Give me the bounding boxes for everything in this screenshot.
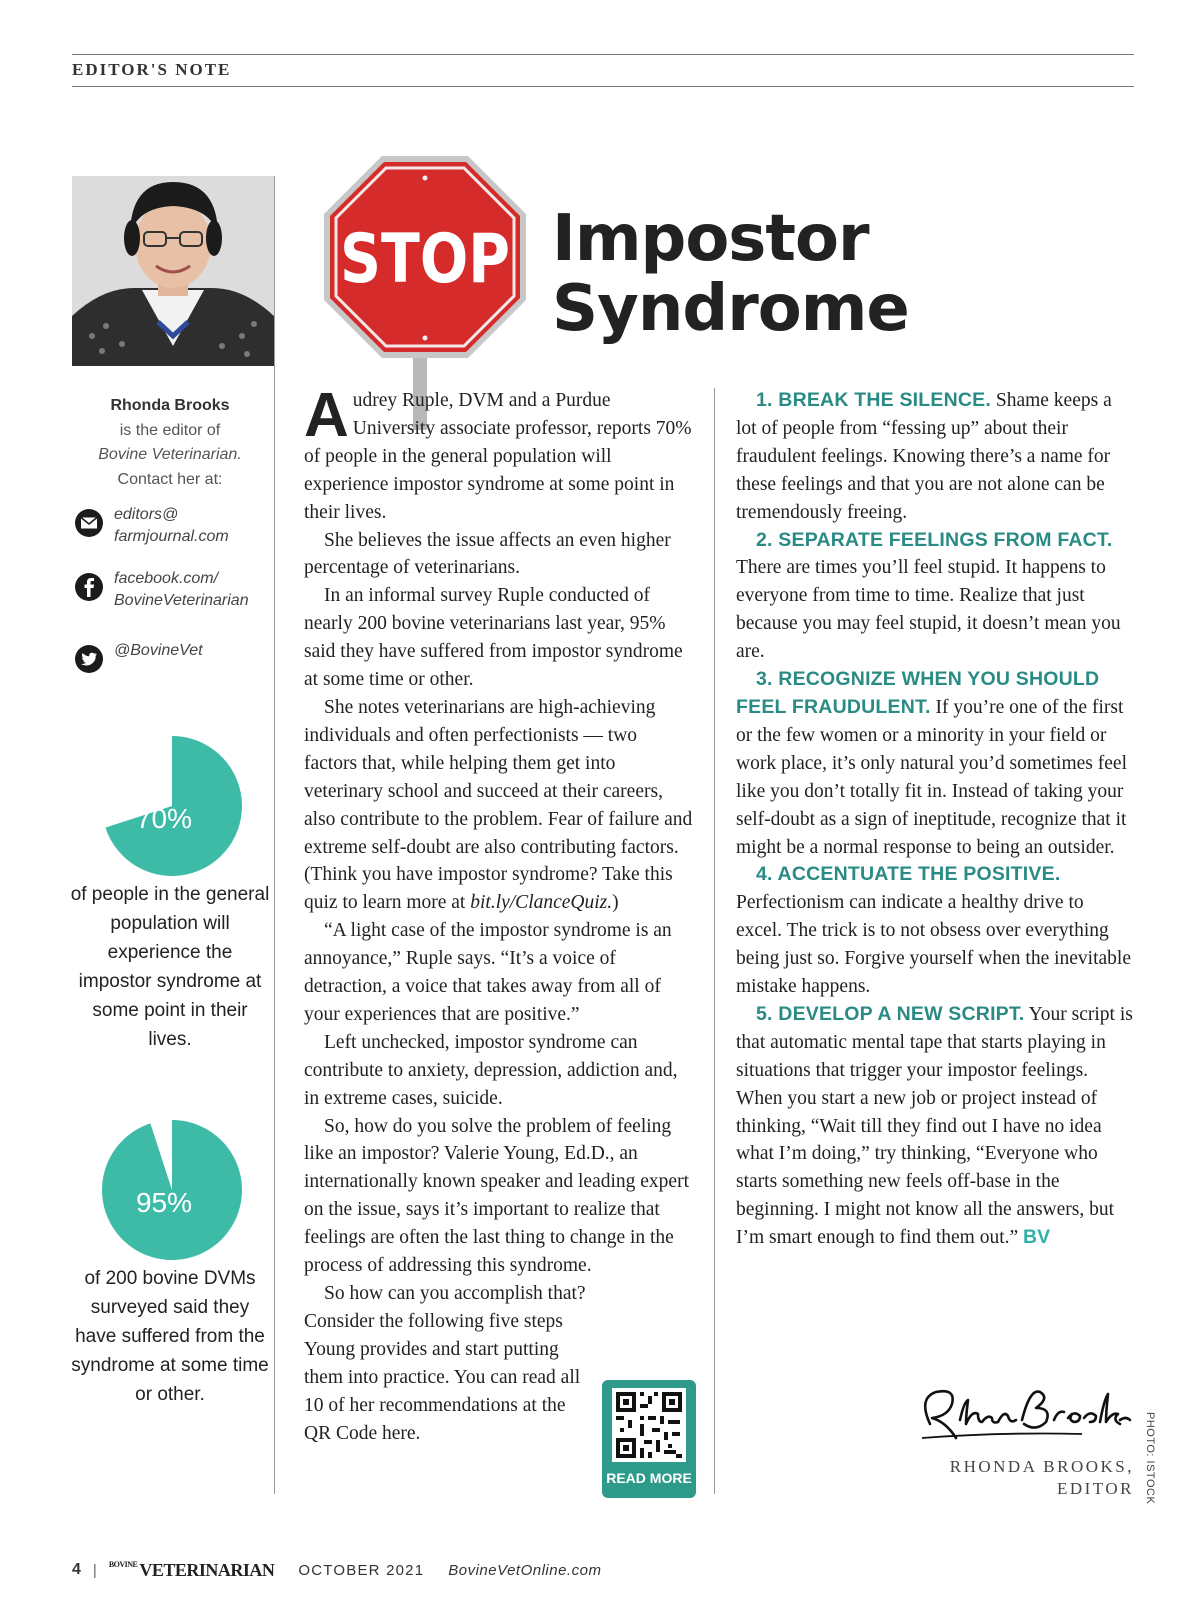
section-label: EDITOR'S NOTE <box>72 60 232 79</box>
step-2 <box>736 527 1134 667</box>
contact-prompt: Contact her at: <box>117 470 223 488</box>
paragraph-text: udrey Ruple, DVM and a Purdue University associate professor, reports 70% of people in the general population will experience impostor syndrome at some point in their lives. <box>304 390 692 523</box>
editor-bio <box>72 394 268 492</box>
paragraph-text: She notes veterinarians are high-achieving individuals and often perfectionists — two factors that, while helping them get into veterinary school and succeed at their careers, also contribute to the problem. Fear of failure and extreme self-doubt are also contributing factors. (Think you have impostor syndrome? Take this quiz to learn more at <box>304 696 693 914</box>
article-paragraph: In an informal survey Ruple conducted of nearly 200 bovine veterinarians last year, 95% said they have suffered from impostor syndrome at some time or other. <box>304 585 683 691</box>
page-number: 4 <box>72 1561 81 1578</box>
facebook-icon <box>74 572 104 602</box>
step-heading: 5. DEVELOP A NEW SCRIPT. <box>756 1002 1025 1025</box>
article-paragraph: She believes the issue affects an even higher percentage of veterinarians. <box>304 529 671 579</box>
photo-credit: PHOTO: ISTOCK <box>1144 1412 1156 1505</box>
contact-email-line2: farmjournal.com <box>114 528 229 545</box>
editor-signature <box>912 1380 1134 1450</box>
step-text: If you’re one of the first or the few women or a minority in your field or work place, it’s only natural you’d sometimes feel like you don’t totally fit in. Instead of taking your self-doubt as a sign of ineptitude, recognize that it might be a normal response to being an outsider. <box>736 696 1127 858</box>
step-heading: 2. SEPARATE FEELINGS FROM FACT. <box>756 528 1113 551</box>
logo-text: VETERINARIAN <box>139 1559 275 1580</box>
article-paragraph: So how can you accomplish that? Consider the following five steps Young provides and start putting them into practice. You can read all 10 of her recommendations at the QR Code here. <box>304 1283 586 1444</box>
sidebar-divider <box>274 176 275 1494</box>
contact-twitter[interactable] <box>72 640 272 686</box>
stat-text-70: of people in the general population will experience the impostor syndrome at some point in their lives. <box>70 884 270 1050</box>
contact-facebook-line1: facebook.com/ <box>114 570 219 587</box>
title-line1: Impostor <box>552 202 869 276</box>
mail-icon <box>74 508 104 538</box>
step-1 <box>736 387 1134 527</box>
article-paragraph: So, how do you solve the problem of feeling like an impostor? Valerie Young, Ed.D., an internationally known speaker and leading expert on the issue, says it’s important to realize that feelings are often the last thing to change in the process of addressing this syndrome. <box>304 1115 689 1277</box>
qr-code-read-more[interactable] <box>602 1380 696 1498</box>
issue-date: OCTOBER 2021 <box>298 1561 425 1579</box>
stat-text-95: of 200 bovine DVMs surveyed said they have suffered from the syndrome at some time or other. <box>71 1268 269 1405</box>
article-paragraph: Left unchecked, impostor syndrome can contribute to anxiety, depression, addiction and, in extreme cases, suicide. <box>304 1031 678 1109</box>
step-heading: 1. BREAK THE SILENCE. <box>756 389 991 411</box>
step-heading: 3. RECOGNIZE WHEN YOU SHOULD FEEL FRAUDULENT. <box>736 668 1100 718</box>
drop-cap: A <box>304 381 349 450</box>
article-paragraph: “A light case of the impostor syndrome is an annoyance,” Ruple says. “It’s a voice of detraction, a voice that takes away from all of your experiences that are positive.” <box>304 920 672 1025</box>
step-heading: 4. ACCENTUATE THE POSITIVE. <box>756 863 1061 886</box>
step-text: Your script is that automatic mental tape that starts playing in situations that trigger your impostor feelings. When you start a new job or project instead of thinking, “Wait till they find out I have no idea what I’m doing,” try thinking, “Everyone who starts something new feels off-base in the beginning. I might not know all the answers, but I’m smart enough to find them out.” <box>736 1003 1133 1249</box>
contact-email-line1: editors@ <box>114 506 179 523</box>
page-title <box>552 202 909 346</box>
step-4 <box>736 861 1134 1001</box>
read-more-label: READ MORE <box>606 1470 692 1486</box>
sign-name-line1: RHONDA BROOKS, <box>949 1457 1134 1476</box>
step-text: There are times you’ll feel stupid. It happens to everyone from time to time. Realize that just because you may feel stupid, it doesn’t mean you are. <box>736 557 1121 663</box>
editor-portrait <box>72 176 274 366</box>
top-rule <box>72 54 1134 55</box>
step-text: Perfectionism can indicate a healthy drive to excel. The trick is to not obsess over everything being just so. Forgive yourself when the inevitable mistake happens. <box>736 892 1131 998</box>
logo-small-text: BOVINE <box>108 1559 138 1569</box>
stat-pie-70 <box>96 730 248 882</box>
stop-sign-text: STOP <box>340 220 510 299</box>
contact-facebook-line2: BovineVeterinarian <box>114 592 249 609</box>
title-line2: Syndrome <box>552 272 909 346</box>
publication-name: Bovine Veterinarian. <box>98 446 242 463</box>
paragraph-text: ) <box>612 892 619 914</box>
quiz-link[interactable]: bit.ly/ClanceQuiz. <box>470 892 613 914</box>
stat-pie-95 <box>96 1114 248 1266</box>
step-text: Shame keeps a lot of people from “fessing up” about their fraudulent feelings. Knowing there’s a name for these feelings and that you are not alone can be tremendously freeing. <box>736 390 1112 523</box>
twitter-icon <box>74 644 104 674</box>
footer-separator: | <box>92 1561 97 1579</box>
magazine-logo <box>109 1560 275 1581</box>
sign-name-line2: EDITOR <box>1056 1479 1134 1498</box>
pie-label: 70% <box>135 803 193 834</box>
bv-endmark: BV <box>1023 1226 1051 1249</box>
column-divider <box>714 388 715 1494</box>
website-link[interactable]: BovineVetOnline.com <box>448 1561 602 1579</box>
article-paragraph <box>304 381 694 527</box>
article-column-2 <box>736 387 1134 1252</box>
editor-name: Rhonda Brooks <box>110 397 230 414</box>
bio-line: is the editor of <box>119 421 221 439</box>
article-column-1 <box>304 381 694 1447</box>
qr-code-icon <box>612 1388 686 1462</box>
contact-facebook[interactable] <box>72 568 272 614</box>
header-bottom-rule <box>72 86 1134 87</box>
step-3 <box>736 666 1134 861</box>
editor-sign-name <box>900 1456 1134 1500</box>
pie-label: 95% <box>135 1187 193 1218</box>
contact-twitter-line1: @BovineVet <box>114 642 203 659</box>
article-paragraph <box>304 694 694 917</box>
contact-email[interactable] <box>72 504 272 550</box>
page-footer <box>72 1558 601 1582</box>
step-5 <box>736 1001 1134 1252</box>
